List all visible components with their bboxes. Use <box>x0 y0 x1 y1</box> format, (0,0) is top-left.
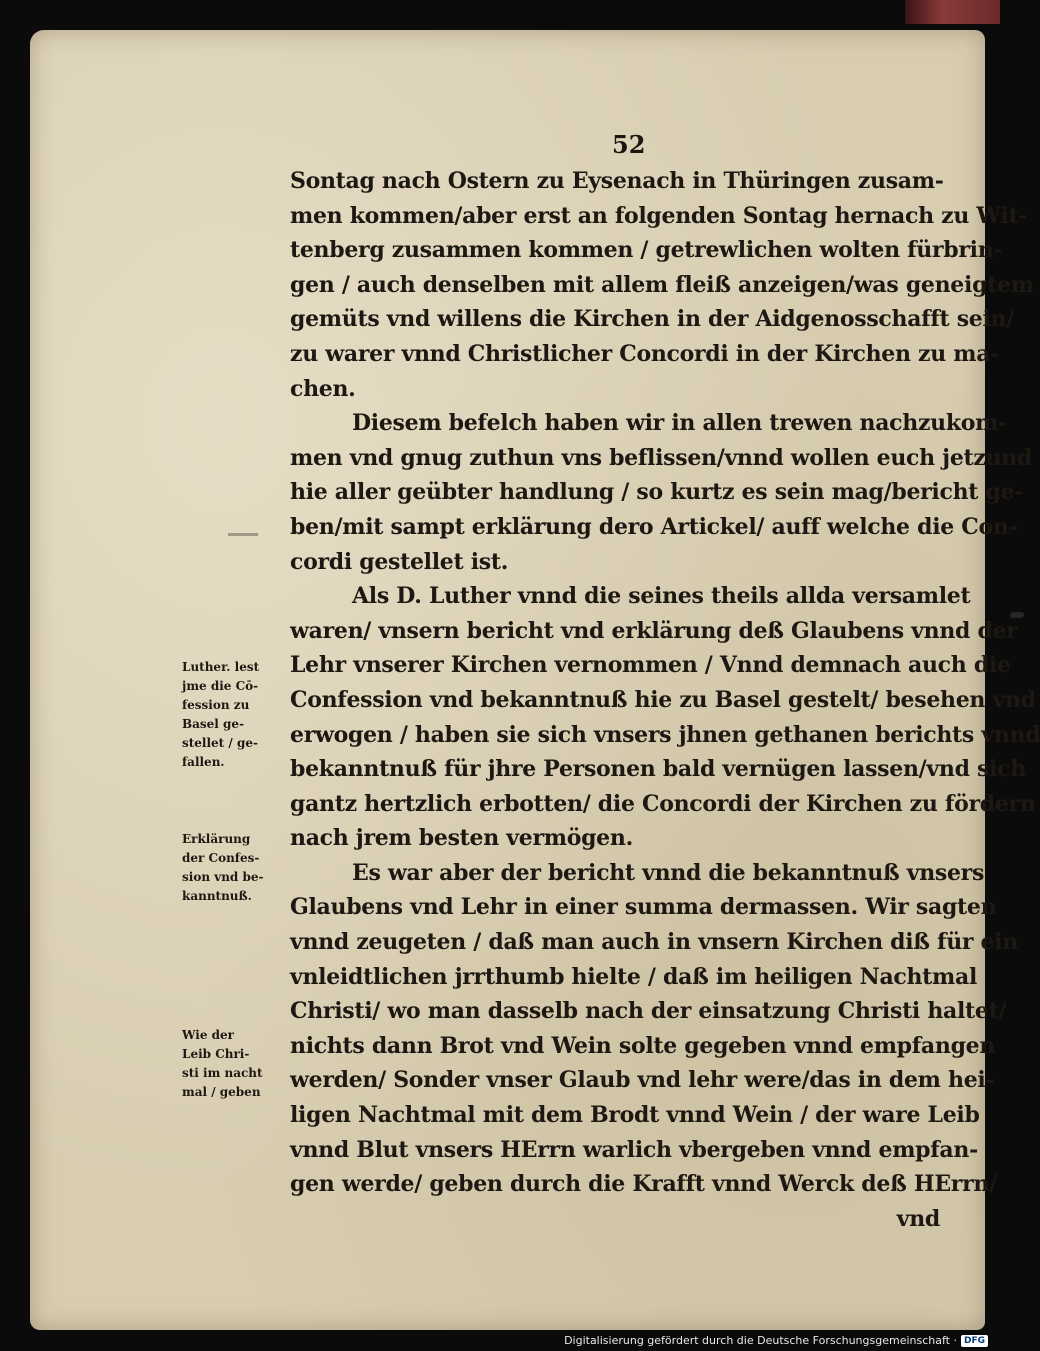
binding-edge <box>905 0 1000 24</box>
text-line: Es war aber der bericht vnnd die bekanntnuß vnsers <box>352 859 985 886</box>
text-line: gemüts vnd willens die Kirchen in der Aidgenosschafft sein/ <box>290 306 1014 333</box>
text-line: gen werde/ geben durch die Krafft vnnd Werck deß HErrn/ <box>290 1171 997 1198</box>
text-line: ben/mit sampt erklärung dero Artickel/ auff welche die Con- <box>290 513 1018 540</box>
text-line: Sontag nach Ostern zu Eysenach in Thüringen zusam- <box>290 168 944 194</box>
marginal-line: fession zu <box>182 698 250 712</box>
marginal-line: Wie der <box>182 1028 234 1042</box>
text-line: zu warer vnnd Christlicher Concordi in der Kirchen zu ma- <box>290 340 1000 367</box>
ink-smudge <box>228 533 258 536</box>
marginal-line: kanntnuß. <box>182 889 252 903</box>
credit-text: Digitalisierung gefördert durch die Deutsche Forschungsgemeinschaft · <box>564 1334 957 1347</box>
marginal-line: mal / geben <box>182 1085 261 1099</box>
marginal-line: jme die Cō- <box>182 679 259 693</box>
text-line: waren/ vnsern bericht vnd erklärung deß Glaubens vnnd der <box>290 617 1018 644</box>
marginal-line: Luther. lest <box>182 660 260 674</box>
text-line: Diesem befelch haben wir in allen trewen nachzukom- <box>352 410 1007 437</box>
text-line: Glaubens vnd Lehr in einer summa dermassen. Wir sagten <box>290 894 997 921</box>
marginal-line: der Confes- <box>182 851 260 865</box>
marginal-line: sion vnd be- <box>182 870 264 884</box>
book-page <box>30 30 1040 1330</box>
text-line: werden/ Sonder vnser Glaub vnd lehr were/das in dem hei- <box>290 1067 995 1094</box>
text-line: men kommen/aber erst an folgenden Sontag hernach zu Wit- <box>290 202 1028 229</box>
text-line: Lehr vnserer Kirchen vernommen / Vnnd demnach auch die <box>290 652 1011 679</box>
text-line: Als D. Luther vnnd die seines theils allda versamlet <box>352 583 971 610</box>
dfg-logo: DFG <box>961 1335 988 1347</box>
text-line: nach jrem besten vermögen. <box>290 825 633 852</box>
marginal-line: Erklärung <box>182 832 251 846</box>
page-blemish <box>1010 612 1024 618</box>
marginal-note-luther <box>182 658 292 772</box>
text-line: vnnd Blut vnsers HErrn warlich vbergeben vnnd empfan- <box>290 1136 978 1163</box>
marginal-line: stellet / ge- <box>182 736 258 750</box>
text-line: hie aller geübter handlung / so kurtz es sein mag/bericht ge- <box>290 479 1024 506</box>
text-line: chen. <box>290 375 356 402</box>
text-line: nichts dann Brot vnd Wein solte gegeben vnnd empfangen <box>290 1032 996 1059</box>
text-line: ligen Nachtmal mit dem Brodt vnnd Wein / der ware Leib <box>290 1102 980 1129</box>
text-line: vnleidtlichen jrrthumb hielte / daß im heiligen Nachtmal <box>290 963 978 990</box>
text-line: bekanntnuß für jhre Personen bald vernügen lassen/vnd sich <box>290 756 1026 783</box>
text-line: tenberg zusammen kommen / getrewlichen wolten fürbrin- <box>290 237 1003 264</box>
text-line: gantz hertzlich erbotten/ die Concordi der Kirchen zu fördern <box>290 790 1036 817</box>
main-text-block <box>290 164 1040 1236</box>
text-line: Christi/ wo man dasselb nach der einsatzung Christi haltet/ <box>290 998 1007 1025</box>
page-number: 52 <box>612 130 646 159</box>
text-line: Confession vnd bekanntnuß hie zu Basel gestelt/ besehen vnd <box>290 686 1036 713</box>
text-line: cordi gestellet ist. <box>290 548 509 575</box>
text-line: vnd <box>896 1205 940 1232</box>
marginal-line: fallen. <box>182 755 225 769</box>
text-line: gen / auch denselben mit allem fleiß anzeigen/was geneigtem <box>290 271 1034 298</box>
marginal-line: sti im nacht <box>182 1066 263 1080</box>
marginal-line: Basel ge- <box>182 717 245 731</box>
text-line: erwogen / haben sie sich vnsers jhnen gethanen berichts vnnd <box>290 721 1040 748</box>
marginal-line: Leib Chri- <box>182 1047 250 1061</box>
text-line: men vnd gnug zuthun vns beflissen/vnnd wollen euch jetzund <box>290 444 1033 471</box>
marginal-note-leib-christi <box>182 1026 292 1102</box>
digitization-credit <box>564 1334 988 1347</box>
text-line: vnnd zeugeten / daß man auch in vnsern Kirchen diß für ein <box>290 929 1018 956</box>
marginal-note-erklaerung <box>182 830 292 906</box>
